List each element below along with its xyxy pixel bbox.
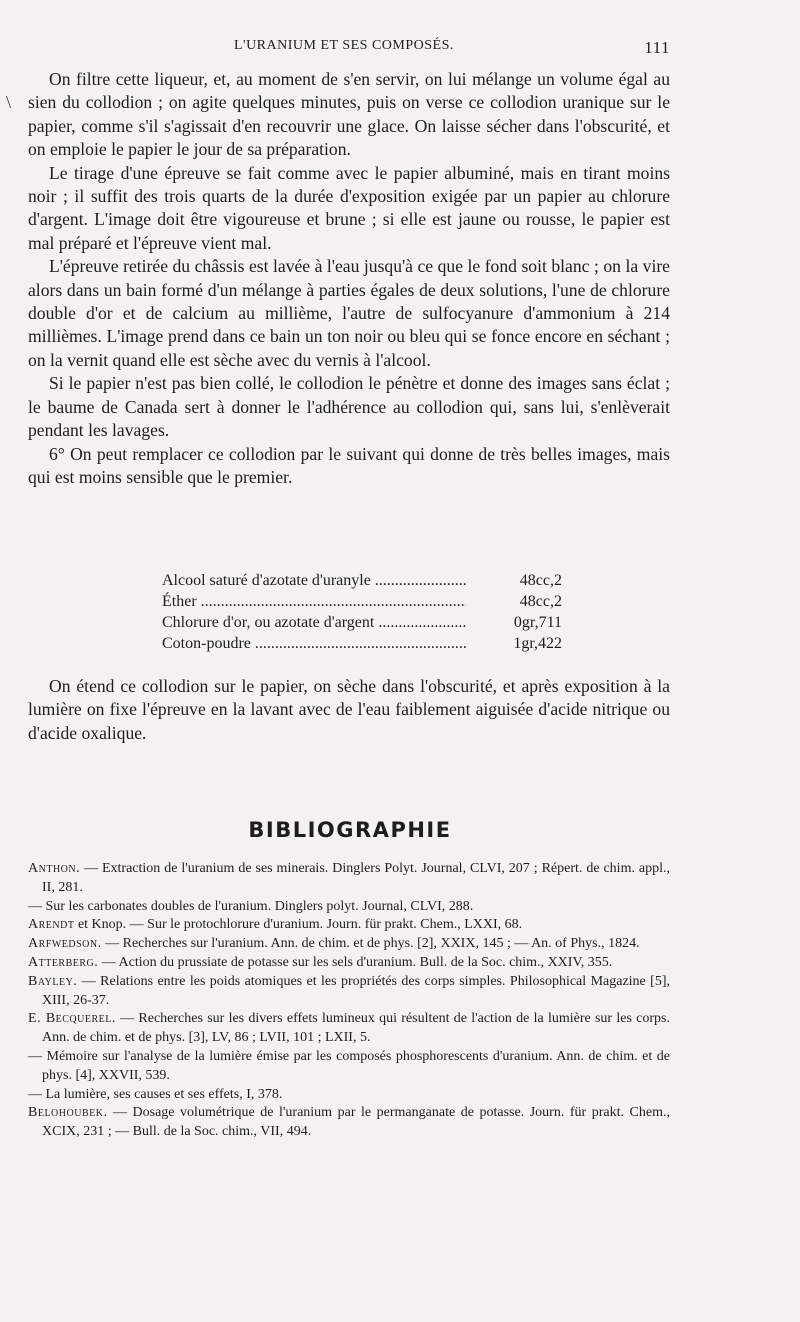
entry-text: — Sur les carbonates doubles de l'uranium. Dinglers polyt. Journal, CLVI, 288. bbox=[28, 898, 474, 914]
entry-text: — Extraction de l'uranium de ses minerais. Dinglers Polyt. Journal, CLVI, 207 ; Répert. de chim. appl., II, 281. bbox=[42, 861, 670, 895]
recipe-quantity: 1gr,422 bbox=[513, 635, 562, 652]
entry-author: Atterberg. bbox=[28, 954, 99, 970]
paragraph: On filtre cette liqueur, et, au moment de s'en servir, on lui mélange un volume égal au sien du collodion ; on agite quelques minutes, puis on verse ce collodion uranique sur le papier, comme s'il s'agissait d'en recouvrir une glace. On laisse sécher dans l'obscurité, et on emploie le papier le jour de sa préparation. bbox=[28, 69, 670, 160]
entry-author: Anthon. bbox=[28, 861, 81, 876]
recipe-quantity: 48cc,2 bbox=[519, 593, 562, 610]
bibliography-entry bbox=[28, 954, 670, 973]
recipe-ingredient: Chlorure d'or, ou azotate d'argent ..... bbox=[162, 612, 466, 633]
recipe-ingredient: Éther ..... bbox=[162, 591, 466, 612]
entry-text: — Recherches sur l'uranium. Ann. de chim. et de phys. [2], XXIX, 145 ; — An. of Phys., 1824. bbox=[101, 936, 640, 952]
entry-text: — Recherches sur les divers effets lumineux qui résultent de l'action de la lumière sur les corps. Ann. de chim. et de phys. [3], LV, 86 ; LVII, 101 ; LXII, 5. bbox=[42, 1011, 670, 1046]
page-number: 111 bbox=[644, 38, 670, 57]
bibliography-entry bbox=[28, 1010, 670, 1048]
main-text bbox=[28, 68, 670, 489]
bibliography-entry bbox=[28, 898, 670, 917]
entry-text: et Knop. — Sur le protochlorure d'uranium. Journ. für prakt. Chem., LXXI, 68. bbox=[74, 917, 523, 933]
entry-author: E. Becquerel. bbox=[28, 1011, 116, 1027]
recipe-ingredient: Coton-poudre ..... bbox=[162, 633, 466, 654]
paragraph: Le tirage d'une épreuve se fait comme avec le papier albuminé, mais en tirant moins noir ; il suffit des trois quarts de la durée d'exposition exigée par un papier au chlorure d'argent. L'image doit être vigoureuse et brune ; si elle est jaune ou rousse, le papier est mal préparé et l'épreuve vient mal. bbox=[28, 162, 670, 253]
paragraph: On étend ce collodion sur le papier, on sèche dans l'obscurité, et après exposition à la lumière on fixe l'épreuve en la lavant avec de l'eau faiblement aiguisée d'acide nitrique ou d'acide oxalique. bbox=[28, 676, 670, 743]
paragraph: L'épreuve retirée du châssis est lavée à l'eau jusqu'à ce que le fond soit blanc ; on la vire alors dans un bain formé d'un mélange à parties égales de deux solutions, l'une de chlorure double d'or et de calcium au millième, l'autre de sulfocyanure d'ammonium à 214 millièmes. L'image prend dans ce bain un ton noir ou bleu qui se fonce encore en séchant ; on la vernit quand elle est sèche avec du vernis à l'alcool. bbox=[28, 256, 670, 370]
recipe-quantity: 0gr,711 bbox=[513, 614, 562, 631]
recipe-row bbox=[162, 591, 562, 612]
bibliography-list bbox=[28, 860, 670, 1142]
margin-mark: \ bbox=[6, 92, 12, 112]
entry-text: — La lumière, ses causes et ses effets, I, 378. bbox=[28, 1086, 283, 1102]
bibliography-entry bbox=[28, 1104, 670, 1142]
bibliography-entry bbox=[28, 1086, 670, 1105]
recipe-row bbox=[162, 612, 562, 633]
bibliography-entry bbox=[28, 916, 670, 935]
bibliography-entry bbox=[28, 860, 670, 898]
entry-text: — Action du prussiate de potasse sur les sels d'uranium. Bull. de la Soc. chim., XXIV, 355. bbox=[98, 954, 613, 970]
entry-author: Arfwedson. bbox=[28, 936, 102, 952]
recipe-row bbox=[162, 633, 562, 654]
bibliography-heading: BIBLIOGRAPHIE bbox=[248, 818, 452, 842]
entry-text: — Mémoire sur l'analyse de la lumière émise par les composés phosphorescents d'uranium. Ann. de chim. et de phys. [4], XXVII, 539. bbox=[28, 1048, 670, 1083]
entry-text: — Dosage volumétrique de l'uranium par le permanganate de potasse. Journ. für prakt. Chem., XCIX, 231 ; — Bull. de la Soc. chim., VII, 494. bbox=[42, 1105, 670, 1140]
recipe-table bbox=[162, 570, 562, 654]
entry-text: — Relations entre les poids atomiques et les propriétés des corps simples. Philosophical Magazine [5], XIII, 26-37. bbox=[42, 973, 670, 1008]
running-title: L'URANIUM ET SES COMPOSÉS. bbox=[234, 38, 454, 53]
recipe-ingredient: Alcool saturé d'azotate d'uranyle ..... bbox=[162, 570, 466, 591]
entry-author: Belohoubek. bbox=[28, 1105, 108, 1121]
recipe-row bbox=[162, 570, 562, 591]
recipe-quantity: 48cc,2 bbox=[519, 572, 562, 589]
bibliography-entry bbox=[28, 935, 670, 954]
entry-author: Arendt bbox=[28, 917, 75, 933]
paragraph: Si le papier n'est pas bien collé, le collodion le pénètre et donne des images sans éclat ; le baume de Canada sert à donner le l'adhérence au collodion qui, sans lui, s'enlèverait pendant les lavages. bbox=[28, 373, 670, 441]
paragraph: 6° On peut remplacer ce collodion par le suivant qui donne de très belles images, mais qui est moins sensible que le premier. bbox=[28, 443, 670, 487]
closing-text bbox=[28, 675, 670, 745]
bibliography-entry bbox=[28, 1048, 670, 1086]
entry-author: Bayley. bbox=[28, 973, 78, 989]
bibliography-entry bbox=[28, 973, 670, 1011]
